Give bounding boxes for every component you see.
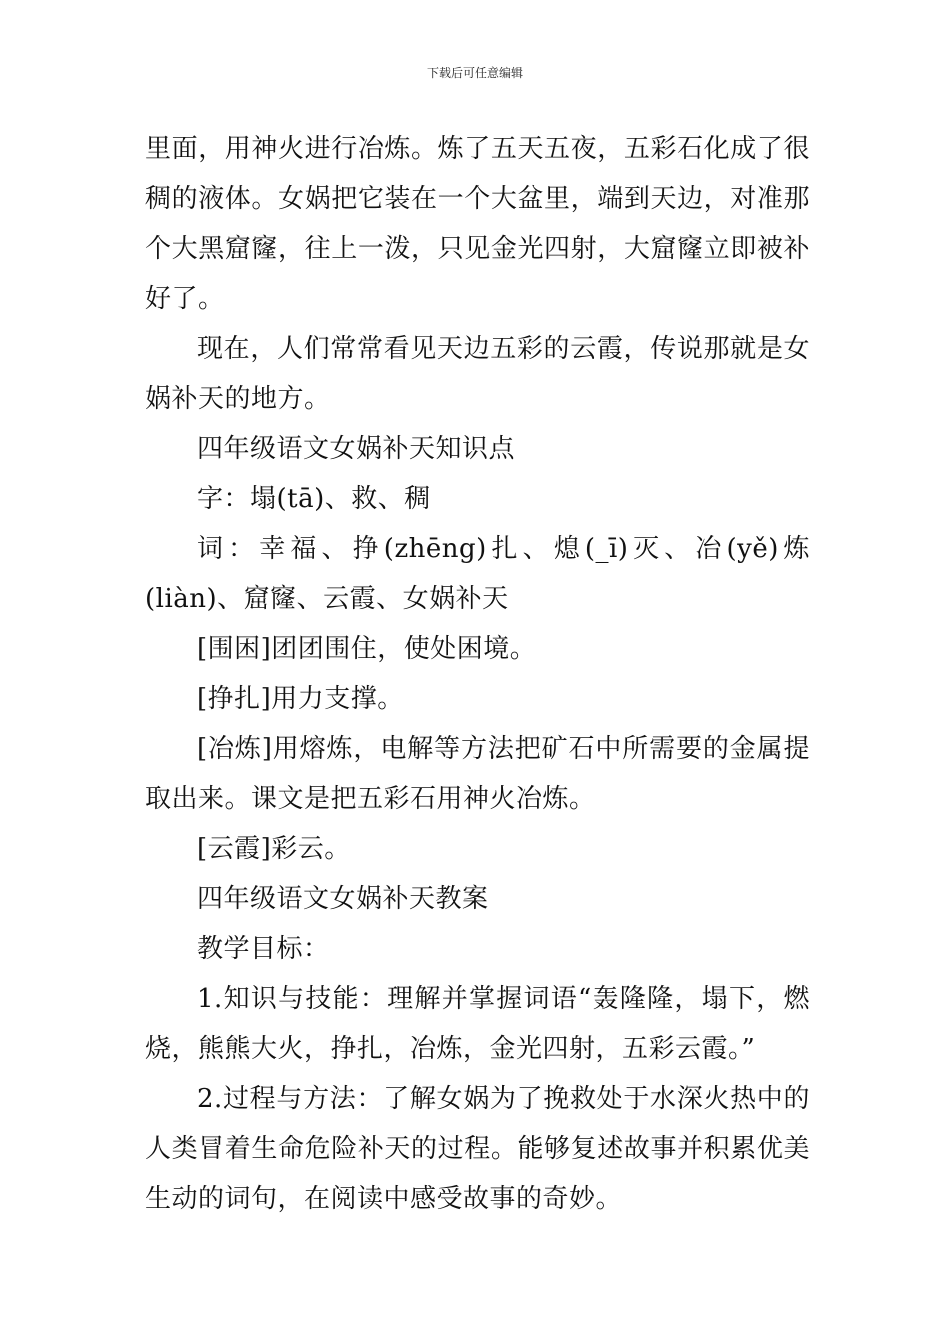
paragraph: 词：幸福、挣(zhēng)扎、熄(_ī)灭、冶(yě)炼(liàn)、窟窿、云霞、女娲补天: [145, 534, 810, 614]
section-heading: 四年级语文女娲补天教案: [197, 884, 489, 914]
paragraph: 字：塌(tā)、救、稠: [197, 484, 431, 514]
paragraph: 现在，人们常常看见天边五彩的云霞，传说那就是女娲补天的地方。: [145, 334, 810, 414]
document-body: [145, 124, 810, 1224]
definition: [挣扎]用力支撑。: [197, 684, 404, 714]
definition: [冶炼]用熔炼，电解等方法把矿石中所需要的金属提取出来。课文是把五彩石用神火冶炼。: [145, 734, 810, 814]
section-heading: 四年级语文女娲补天知识点: [197, 434, 516, 464]
definition: [围困]团团围住，使处困境。: [197, 634, 537, 664]
list-item: 2.过程与方法：了解女娲为了挽救处于水深火热中的人类冒着生命危险补天的过程。能够复述故事并积累优美生动的词句，在阅读中感受故事的奇妙。: [145, 1084, 810, 1214]
definition: [云霞]彩云。: [197, 834, 351, 864]
paragraph: 教学目标：: [197, 934, 330, 964]
page-header: 下载后可任意编辑: [426, 66, 523, 80]
list-item: 1.知识与技能：理解并掌握词语“轰隆隆，塌下，燃烧，熊熊大火，挣扎，冶炼，金光四射，五彩云霞。”: [145, 984, 810, 1064]
paragraph: 里面，用神火进行冶炼。炼了五天五夜，五彩石化成了很稠的液体。女娲把它装在一个大盆里，端到天边，对准那个大黑窟窿，往上一泼，只见金光四射，大窟窿立即被补好了。: [145, 134, 810, 314]
